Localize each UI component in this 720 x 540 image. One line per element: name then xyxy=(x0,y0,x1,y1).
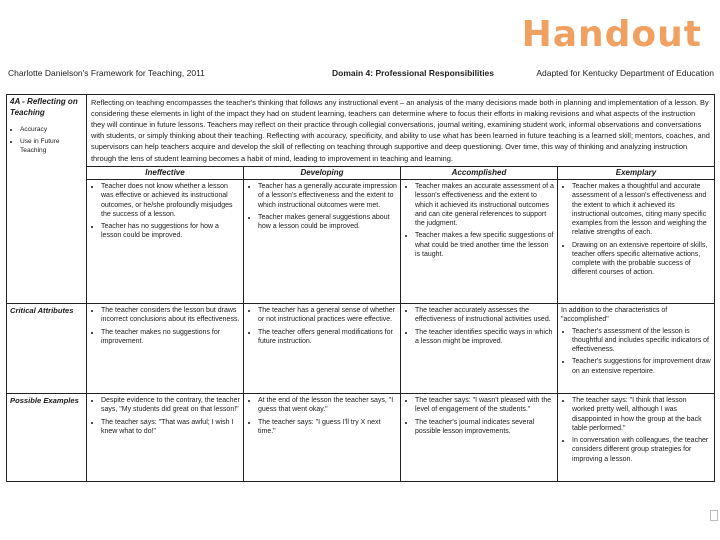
example-item: • The teacher says: "That was awful; I wish I knew what to do!" xyxy=(101,418,240,436)
critical-item: • The teacher accurately assesses the effectiveness of instructional activities used. xyxy=(415,306,554,324)
critical-developing xyxy=(244,304,401,394)
level-header-row xyxy=(7,166,715,180)
rubric-item: • Teacher makes a few specific suggestions of what could be tried another time the lesson is taught. xyxy=(415,231,554,259)
examples-accomplished xyxy=(401,394,558,482)
component-elements xyxy=(10,126,83,155)
level-developing: Developing xyxy=(244,166,401,180)
rubric-item: • Teacher makes a thoughtful and accurate assessment of a lesson's effectiveness and the extent to which it achieved its instructional outcomes, citing many specific examples from the lesson and weighing the relative strengths of each. xyxy=(572,182,711,237)
examples-exemplary xyxy=(558,394,715,482)
critical-item: • The teacher makes no suggestions for improvement. xyxy=(101,328,240,346)
component-cell xyxy=(7,95,87,304)
critical-ineffective xyxy=(87,304,244,394)
critical-item: • The teacher considers the lesson but draws incorrect conclusions about its effectiveness. xyxy=(101,306,240,324)
rubric-item: • Drawing on an extensive repertoire of skills, teacher offers specific alternative actions, complete with the probable success of different courses of action. xyxy=(572,241,711,278)
critical-attributes-label: Critical Attributes xyxy=(7,304,87,394)
rubric-ineffective xyxy=(87,180,244,304)
element-item: • Use in Future Teaching xyxy=(20,138,83,155)
possible-examples-label: Possible Examples xyxy=(7,394,87,482)
level-ineffective: Ineffective xyxy=(87,166,244,180)
component-description: Reflecting on teaching encompasses the teacher's thinking that follows any instructional event – an analysis of the many decisions made both in planning and implementation of a lesson. By considering these elements in light of the impact they had on student learning, teachers can determine where to focus their efforts in making revisions and what aspects of the instruction they will continue in future lessons. Teachers may reflect on their practice through collegial conversations, journal writing, examining student work, informal observations and conversations with students, or simply thinking about their teaching. Reflecting with accuracy, specificity, and ability to use what has been learned in future teaching is a learned skill; mentors, coaches, and supervisors can help teachers acquire and develop the skill of reflecting on teaching through supportive and deep questioning. Over time, this way of thinking and analyzing instruction through the lens of student learning becomes a habit of mind, leading to improvement in teaching and learning. xyxy=(87,95,715,167)
level-exemplary: Exemplary xyxy=(558,166,715,180)
critical-accomplished xyxy=(401,304,558,394)
critical-item: • The teacher identifies specific ways in which a lesson might be improved. xyxy=(415,328,554,346)
rubric-row xyxy=(7,180,715,304)
example-item: • The teacher's journal indicates several possible lesson improvements. xyxy=(415,418,554,436)
page-corner-marker xyxy=(710,510,718,521)
critical-item: • Teacher's suggestions for improvement draw on an extensive repertoire. xyxy=(572,357,711,375)
rubric-exemplary xyxy=(558,180,715,304)
rubric-item: • Teacher makes an accurate assessment of a lesson's effectiveness and the extent to which it achieved its instructional outcomes and can cite general references to support the judgment. xyxy=(415,182,554,228)
component-title: 4A - Reflecting on Teaching xyxy=(10,97,78,117)
example-item: • Despite evidence to the contrary, the teacher says, "My students did great on that lesson!" xyxy=(101,396,240,414)
rubric-item: • Teacher has a generally accurate impression of a lesson's effectiveness and the extent to which instructional outcomes were met. xyxy=(258,182,397,210)
rubric-item: • Teacher has no suggestions for how a lesson could be improved. xyxy=(101,222,240,240)
element-item: • Accuracy xyxy=(20,126,83,135)
header-source: Charlotte Danielson's Framework for Teaching, 2011 xyxy=(8,68,205,78)
header-adapted: Adapted for Kentucky Department of Education xyxy=(536,68,714,78)
level-accomplished: Accomplished xyxy=(401,166,558,180)
header-domain: Domain 4: Professional Responsibilities xyxy=(332,68,495,78)
example-item: • The teacher says: "I guess I'll try X next time." xyxy=(258,418,397,436)
example-item: • The teacher says: "I think that lesson worked pretty well, although I was disappointed in how the group at the back table performed." xyxy=(572,396,711,433)
rubric-table xyxy=(6,94,715,482)
critical-item: • Teacher's assessment of the lesson is thoughtful and includes specific indicators of effectiveness. xyxy=(572,327,711,355)
critical-exemplary-intro: In addition to the characteristics of "accomplished" xyxy=(561,307,668,324)
rubric-item: • Teacher makes general suggestions about how a lesson could be improved. xyxy=(258,213,397,231)
rubric-item: • Teacher does not know whether a lesson was effective or achieved its instructional outcomes, or he/she profoundly misjudges the success of a lesson. xyxy=(101,182,240,219)
critical-attributes-row xyxy=(7,304,715,394)
possible-examples-row xyxy=(7,394,715,482)
rubric-accomplished xyxy=(401,180,558,304)
critical-exemplary xyxy=(558,304,715,394)
examples-ineffective xyxy=(87,394,244,482)
examples-developing xyxy=(244,394,401,482)
rubric-developing xyxy=(244,180,401,304)
critical-item: • The teacher has a general sense of whether or not instructional practices were effective. xyxy=(258,306,397,324)
description-row xyxy=(7,95,715,167)
example-item: • At the end of the lesson the teacher says, "I guess that went okay." xyxy=(258,396,397,414)
example-item: • In conversation with colleagues, the teacher considers different group strategies for improving a lesson. xyxy=(572,436,711,464)
critical-item: • The teacher offers general modifications for future instruction. xyxy=(258,328,397,346)
handout-title: Handout xyxy=(521,14,702,55)
example-item: • The teacher says: "I wasn't pleased with the level of engagement of the students." xyxy=(415,396,554,414)
